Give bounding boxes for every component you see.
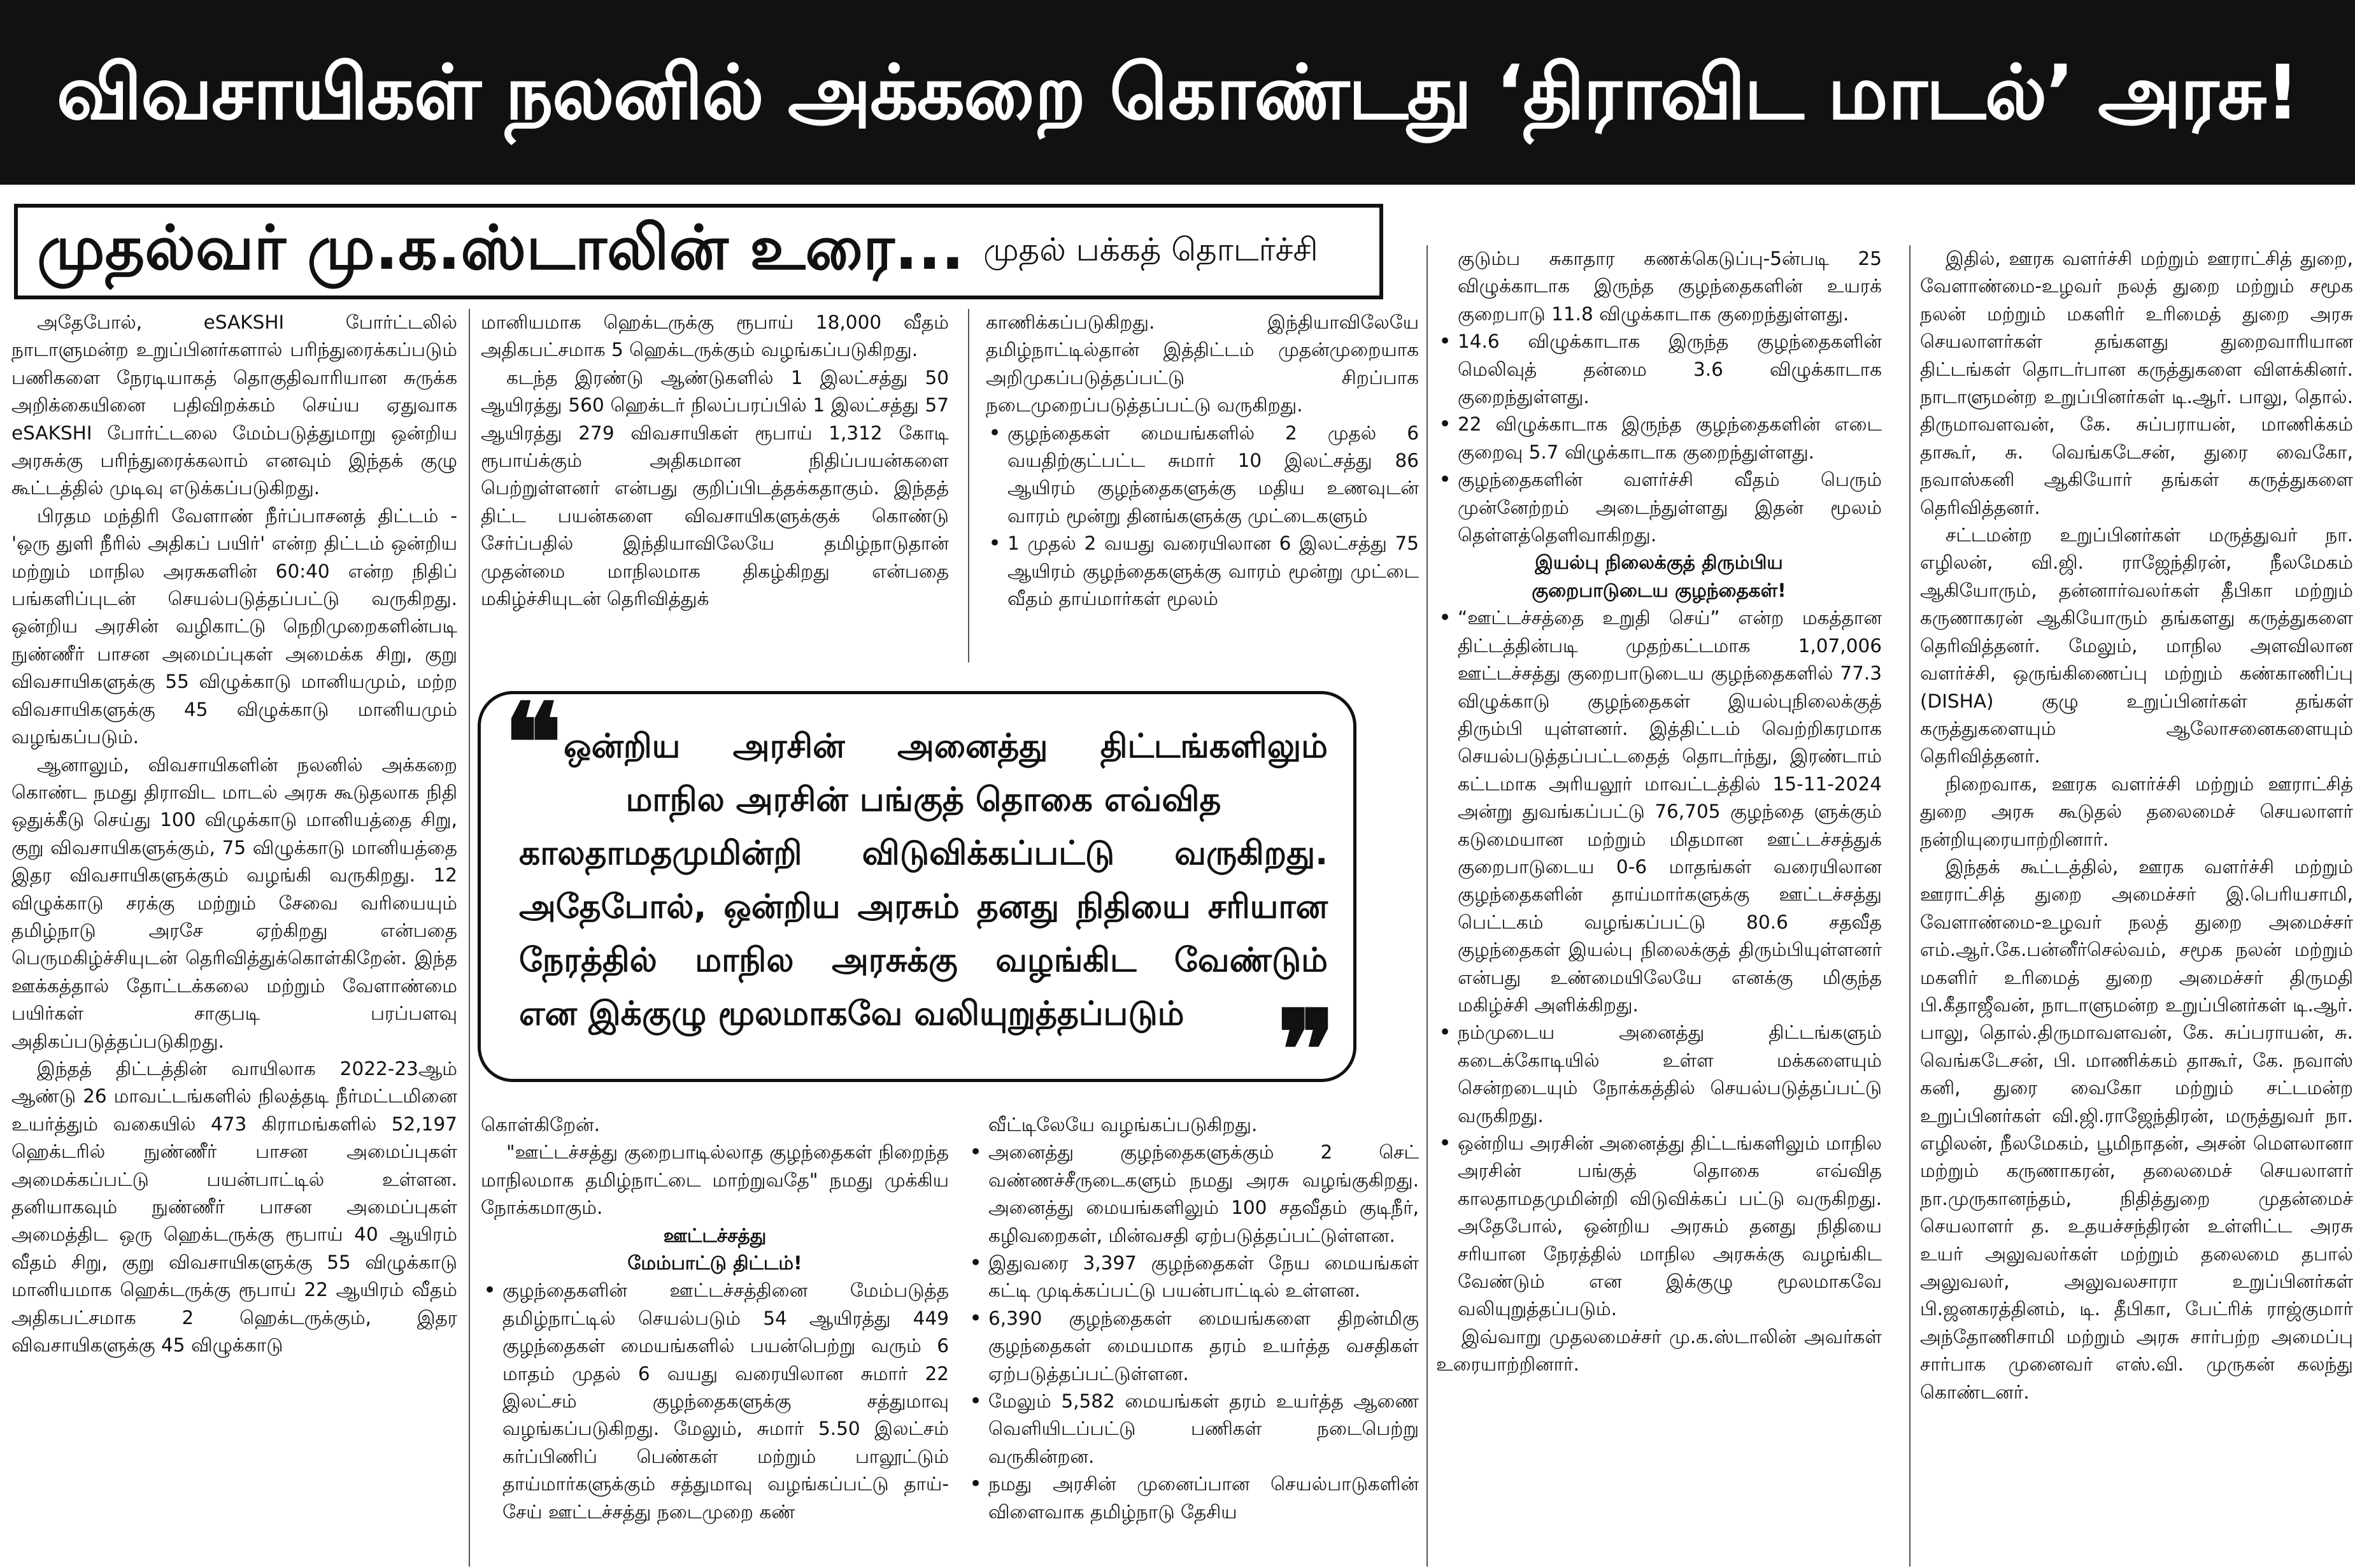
section-heading: ஊட்டச்சத்து xyxy=(663,1224,767,1246)
article-column-5 xyxy=(1920,245,2353,1567)
close-quote-mark: ❞ xyxy=(1277,987,1335,1114)
bullet-list xyxy=(1436,328,1882,549)
bullet-list xyxy=(986,420,1419,613)
subhead-continuation: முதல் பக்கத் தொடர்ச்சி xyxy=(983,231,1318,268)
bullet-list xyxy=(1436,604,1882,1323)
bullet-list xyxy=(481,1277,949,1526)
quote-line: நேரத்தில் மாநில அரசுக்கு வழங்கிட வேண்டும் xyxy=(519,941,1328,980)
list-item: • 1 முதல் 2 வயது வரையிலான 6 இலட்சத்து 75 ஆயிரம் குழந்தைகளுக்கு வாரம் மூன்று முட்டை வீதம் தாய்மார்கள் மூலம் xyxy=(1007,530,1419,613)
paragraph: ஆனாலும், விவசாயிகளின் நலனில் அக்கறை கொண்ட நமது திராவிட மாடல் அரசு கூடுதலாக நிதி ஒதுக்கீடு செய்து 100 விழுக்காடு மானியத்தை சிறு, குறு விவசாயிகளுக்கும், 75 விழுக்காடு மானியத்தை இதர விவசாயிகளுக்கும் வழங்கி வருகிறது. 12 விழுக்காடு சரக்கு மற்றும் சேவை வரியையும் தமிழ்நாடு அரசே ஏற்கிறது என்பதை பெருமகிழ்ச்சியுடன் தெரிவித்துக்கொள்கிறேன். இந்த ஊக்கத்தால் தோட்டக்கலை மற்றும் வேளாண்மை பயிர்கள் சாகுபடி பரப்பளவு அதிகப்படுத்தப்படுகிறது. xyxy=(11,753,457,1052)
paragraph: நிறைவாக, ஊரக வளர்ச்சி மற்றும் ஊராட்சித் துறை அரசு கூடுதல் தலைமைச் செயலாளர் நன்றியுரையாற்றினார். xyxy=(1920,773,2353,850)
paragraph: சட்டமன்ற உறுப்பினர்கள் மருத்துவர் நா. எழிலன், வி.ஜி. ராஜேந்திரன், நீலமேகம் ஆகியோரும், தன்னார்வலர்கள் தீபிகா மற்றும் கருணாகரன் ஆகியோரும் தங்களது கருத்துகளை தெரிவித்தனர். மேலும், மாநில அளவிலான வளர்ச்சி, ஒருங்கிணைப்பு மற்றும் கண்காணிப்பு (DISHA) குழு உறுப்பினர்கள் தங்கள் கருத்துகளையும் ஆலோசனைகளையும் தெரிவித்தனர். xyxy=(1920,524,2353,767)
list-item: • குழந்தைகள் மையங்களில் 2 முதல் 6 வயதிற்குட்பட்ட சுமார் 10 இலட்சத்து 86 ஆயிரம் குழந்தைகளுக்கு மதிய உணவுடன் வாரம் மூன்று தினங்களுக்கு முட்டைகளும் xyxy=(1007,420,1419,531)
list-item: • 14.6 விழுக்காடாக இருந்த குழந்தைகளின் மெலிவுத் தன்மை 3.6 விழுக்காடாக குறைந்துள்ளது. xyxy=(1458,328,1882,411)
column-rule xyxy=(968,309,969,662)
paragraph: கடந்த இரண்டு ஆண்டுகளில் 1 இலட்சத்து 50 ஆயிரத்து 560 ஹெக்டர் நிலப்பரப்பில் 1 இலட்சத்து 57 ஆயிரத்து 279 விவசாயிகள் ரூபாய் 1,312 கோடி ரூபாய்க்கும் அதிகமான நிதிப்பயன்களை பெற்றுள்ளனர் என்பது குறிப்பிடத்தக்கதாகும். இந்தத் திட்ட பயன்களை விவசாயிகளுக்குக் கொண்டு சேர்ப்பதில் இந்தியாவிலேயே தமிழ்நாடுதான் முதன்மை மாநிலமாக திகழ்கிறது என்பதை மகிழ்ச்சியுடன் தெரிவித்துக் xyxy=(481,366,949,610)
headline-banner xyxy=(0,0,2355,185)
article-column-4 xyxy=(1436,245,1882,1567)
section-heading: இயல்பு நிலைக்குத் திரும்பிய xyxy=(1535,552,1783,574)
paragraph: காணிக்கப்படுகிறது. இந்தியாவிலேயே தமிழ்நாட்டில்தான் இத்திட்டம் முதன்முறையாக அறிமுகப்படுத்தப்பட்டு சிறப்பாக நடைமுறைப்படுத்தப்பட்டு வருகிறது. xyxy=(986,311,1419,417)
paragraph: இந்தத் திட்டத்தின் வாயிலாக 2022-23ஆம் ஆண்டு 26 மாவட்டங்களில் நிலத்தடி நீர்மட்டமினை உயர்த்தும் வகையில் 473 கிராமங்களில் 52,197 ஹெக்டரில் நுண்ணீர் பாசன அமைப்புகள் அமைக்கப்பட்டு பயன்பாட்டில் உள்ளன. தனியாகவும் நுண்ணீர் பாசன அமைப்புகள் அமைத்திட ஒரு ஹெக்டருக்கு ரூபாய் 40 ஆயிரம் வீதம் சிறு, குறு விவசாயிகளுக்கு 55 விழுக்காடு மானியமாக ஹெக்டருக்கு ரூபாய் 22 ஆயிரம் வீதம் அதிகபட்சமாக 2 ஹெக்டருக்கும், இதர விவசாயிகளுக்கு 45 விழுக்காடு xyxy=(11,1057,457,1357)
list-item: • குழந்தைகளின் வளர்ச்சி வீதம் பெரும் முன்னேற்றம் அடைந்துள்ளது இதன் மூலம் தெள்ளத்தெளிவாகிறது. xyxy=(1458,466,1882,549)
paragraph: அதேபோல், eSAKSHI போர்ட்டலில் நாடாளுமன்ற உறுப்பினர்களால் பரிந்துரைக்கப்படும் பணிகளை நேரடியாகத் தொகுதிவாரியான சுருக்க அறிக்கையினை பதிவிறக்கம் செய்ய ஏதுவாக eSAKSHI போர்ட்டலை மேம்படுத்துமாறு ஒன்றிய அரசுக்கு பரிந்துரைக்கலாம் எனவும் இந்தக் குழு கூட்டத்தில் முடிவு எடுக்கப்படுகிறது. xyxy=(11,311,457,499)
column-rule xyxy=(1427,245,1428,1567)
list-item: • மேலும் 5,582 மையங்கள் தரம் உயர்த்த ஆணை வெளியிடப்பட்டு பணிகள் நடைபெற்று வருகின்றன. xyxy=(988,1388,1419,1471)
column-rule xyxy=(1909,245,1910,1567)
list-item: • நமது அரசின் முனைப்பான செயல்பாடுகளின் விளைவாக தமிழ்நாடு தேசிய xyxy=(988,1471,1419,1526)
quote-line: ஒன்றிய அரசின் அனைத்து திட்டங்களிலும் xyxy=(564,727,1328,766)
paragraph: கொள்கிறேன். xyxy=(481,1114,601,1136)
list-item: • அனைத்து குழந்தைகளுக்கும் 2 செட் வண்ணச்சீருடைகளும் நமது அரசு வழங்குகிறது. அனைத்து மையங்களிலும் 100 சதவீதம் குடிநீர், கழிவறைகள், மின்வசதி ஏற்படுத்தப்பட்டுள்ளன. xyxy=(988,1139,1419,1250)
list-item: • 22 விழுக்காடாக இருந்த குழந்தைகளின் எடை குறைவு 5.7 விழுக்காடாக குறைந்துள்ளது. xyxy=(1458,411,1882,466)
article-column-2 xyxy=(481,309,949,662)
list-item: • இதுவரை 3,397 குழந்தைகள் நேய மையங்கள் கட்டி முடிக்கப்பட்டு பயன்பாட்டில் உள்ளன. xyxy=(988,1250,1419,1305)
section-heading: குறைபாடுடைய குழந்தைகள்! xyxy=(1532,579,1786,601)
paragraph: வீட்டிலேயே வழங்கப்படுகிறது. xyxy=(988,1114,1258,1136)
headline: விவசாயிகள் நலனில் அக்கறை கொண்டது ‘திராவிட மாடல்’ அரசு! xyxy=(56,48,2299,136)
list-item: • ஒன்றிய அரசின் அனைத்து திட்டங்களிலும் மாநில அரசின் பங்குத் தொகை எவ்வித காலதாமதமுமின்றி விடுவிக்கப் பட்டு வருகிறது. அதேபோல், ஒன்றிய அரசும் தனது நிதியை சரியான நேரத்தில் மாநில அரசுக்கு வழங்கிட வேண்டும் என இக்குழு மூலமாகவே வலியுறுத்தப்படும். xyxy=(1458,1130,1882,1323)
pull-quote-text xyxy=(519,720,1328,1041)
quote-line: காலதாமதமுமின்றி விடுவிக்கப்பட்டு வருகிறது. xyxy=(519,834,1328,873)
article-column-2-lower xyxy=(481,1111,949,1567)
article-column-1 xyxy=(11,309,457,1567)
paragraph: "ஊட்டச்சத்து குறைபாடில்லாத குழந்தைகள் நிறைந்த மாநிலமாக தமிழ்நாட்டை மாற்றுவதே" நமது முக்கிய நோக்கமாகும். xyxy=(481,1141,949,1219)
quote-line: அதேபோல், ஒன்றிய அரசும் தனது நிதியை சரியான xyxy=(519,888,1328,926)
list-item: • 6,390 குழந்தைகள் மையங்களை திறன்மிகு குழந்தைகள் மையமாக தரம் உயர்த்த வசதிகள் ஏற்படுத்தப்பட்டுள்ளன. xyxy=(988,1305,1419,1388)
quote-line: மாநில அரசின் பங்குத் தொகை எவ்வித xyxy=(625,781,1221,819)
bullet-list xyxy=(941,1139,1419,1526)
paragraph: இவ்வாறு முதலமைச்சர் மு.க.ஸ்டாலின் அவர்கள் உரையாற்றினார். xyxy=(1436,1325,1882,1376)
paragraph: இந்தக் கூட்டத்தில், ஊரக வளர்ச்சி மற்றும் ஊராட்சித் துறை அமைச்சர் இ.பெரியசாமி, வேளாண்மை-உழவர் நலத் துறை அமைச்சர் எம்.ஆர்.கே.பன்னீர்செல்வம், சமூக நலன் மற்றும் மகளிர் உரிமைத் துறை அமைச்சர் திருமதி பி.கீதாஜீவன், நாடாளுமன்ற உறுப்பினர்கள் டி.ஆர். பாலு, தொல்.திருமாவளவன், கே. சுப்பராயன், சு. வெங்கடேசன், பி. மாணிக்கம் தாகூர், கே. நவாஸ் கனி, துரை வைகோ மற்றும் சட்டமன்ற உறுப்பினர்கள் வி.ஜி.ராஜேந்திரன், மருத்துவர் நா. எழிலன், நீலமேகம், பூமிநாதன், அசன் மௌலானா மற்றும் கருணாகரன், தலைமைச் செயலாளர் நா.முருகானந்தம், நிதித்துறை முதன்மைச் செயலாளர் த. உதயச்சந்திரன் உள்ளிட்ட அரசு உயர் அலுவலர்கள் மற்றும் தலைமை தபால் அலுவலர், அலுவலசாரா உறுப்பினர்கள் பி.ஜனகரத்தினம், டி. தீபிகா, பேட்ரிக் ராஜ்குமார் அந்தோணிசாமி மற்றும் அரசு சார்பற்ற அமைப்பு சார்பாக முனைவர் எஸ்.வி. முருகன் கலந்து கொண்டனர். xyxy=(1920,855,2353,1403)
list-item: • குழந்தைகளின் ஊட்டச்சத்தினை மேம்படுத்த தமிழ்நாட்டில் செயல்படும் 54 ஆயிரத்து 449 குழந்தைகள் மையங்களில் பயன்பெற்று வரும் 6 மாதம் முதல் 6 வயது வரையிலான சுமார் 22 இலட்சம் குழந்தைகளுக்கு சத்துமாவு வழங்கப்படுகிறது. மேலும், சுமார் 5.50 இலட்சம் கர்ப்பிணிப் பெண்கள் மற்றும் பாலூட்டும் தாய்மார்களுக்கும் சத்துமாவு வழங்கப்பட்டு தாய்-சேய் ஊட்டச்சத்து நடைமுறை கண் xyxy=(502,1277,949,1526)
paragraph: குடும்ப சுகாதார கணக்கெடுப்பு-5ன்படி 25 விழுக்காடாக இருந்த குழந்தைகளின் உயரக் குறைபாடு 11.8 விழுக்காடாக குறைந்துள்ளது. xyxy=(1458,248,1882,325)
quote-line: என இக்குழு மூலமாகவே வலியுறுத்தப்படும் xyxy=(519,995,1185,1033)
column-rule xyxy=(469,309,470,1567)
subhead-box xyxy=(14,204,1383,299)
list-item: • நம்முடைய அனைத்து திட்டங்களும் கடைக்கோடியில் உள்ள மக்களையும் சென்றடையும் நோக்கத்தில் செயல்படுத்தப்பட்டு வருகிறது. xyxy=(1458,1019,1882,1130)
open-quote-mark: ❝ xyxy=(504,680,562,807)
article-column-3 xyxy=(986,309,1419,662)
pull-quote xyxy=(478,680,1356,1114)
paragraph: பிரதம மந்திரி வேளாண் நீர்ப்பாசனத் திட்டம் - 'ஒரு துளி நீரில் அதிகப் பயிர்' என்ற திட்டம் ஒன்றிய மற்றும் மாநில அரசுகளின் 60:40 என்ற நிதிப் பங்களிப்புடன் செயல்படுத்தப்பட்டு வருகிறது. ஒன்றிய அரசின் வழிகாட்டு நெறிமுறைகளின்படி நுண்ணீர் பாசன அமைப்புகள் அமைக்க சிறு, குறு விவசாயிகளுக்கு 55 விழுக்காடு மானியமும், மற்ற விவசாயிகளுக்கு 45 விழுக்காடு மானியமும் வழங்கப்படும். xyxy=(11,504,457,748)
article-column-3-lower xyxy=(941,1111,1419,1567)
paragraph: மானியமாக ஹெக்டருக்கு ரூபாய் 18,000 வீதம் அதிகபட்சமாக 5 ஹெக்டருக்கும் வழங்கப்படுகிறது. xyxy=(481,311,949,361)
list-item: • “ஊட்டச்சத்தை உறுதி செய்” என்ற மகத்தான திட்டத்தின்படி முதற்கட்டமாக 1,07,006 ஊட்டச்சத்து குறைபாடுடைய குழந்தைகளில் 77.3 விழுக்காடு குழந்தைகள் இயல்புநிலைக்குத் திரும்பி யுள்ளனர். இத்திட்டம் வெற்றிகரமாக செயல்படுத்தப்பட்டதைத் தொடர்ந்து, இரண்டாம் கட்டமாக அரியலூர் மாவட்டத்தில் 15-11-2024 அன்று துவங்கப்பட்டு 76,705 குழந்தை ளுக்கும் கடுமையான மற்றும் மிதமான ஊட்டச்சத்துக் குறைபாடுடைய 0-6 மாதங்கள் வரையிலான குழந்தைகளின் தாய்மார்களுக்கு ஊட்டச்சத்து பெட்டகம் வழங்கப்பட்டு 80.6 சதவீத குழந்தைகள் இயல்பு நிலைக்குத் திரும்பியுள்ளனர் என்பது உண்மையிலேயே எனக்கு மிகுந்த மகிழ்ச்சி அளிக்கிறது. xyxy=(1458,604,1882,1019)
subhead-title: முதல்வர் மு.க.ஸ்டாலின் உரை... xyxy=(37,211,965,283)
section-heading: மேம்பாட்டு திட்டம்! xyxy=(627,1252,802,1274)
paragraph: இதில், ஊரக வளர்ச்சி மற்றும் ஊராட்சித் துறை, வேளாண்மை-உழவர் நலத் துறை மற்றும் சமூக நலன் மற்றும் மகளிர் உரிமைத் துறை அரசு செயலாளர்கள் தங்களது துறைவாரியான திட்டங்கள் தொடர்பான கருத்துகளை விளக்கினர். நாடாளுமன்ற உறுப்பினர்கள் டி.ஆர். பாலு, தொல். திருமாவளவன், கே. சுப்பராயன், மாணிக்கம் தாகூர், சு. வெங்கடேசன், துரை வைகோ, நவாஸ்கனி ஆகியோர் தங்கள் கருத்துகளை தெரிவித்தனர். xyxy=(1920,248,2353,518)
